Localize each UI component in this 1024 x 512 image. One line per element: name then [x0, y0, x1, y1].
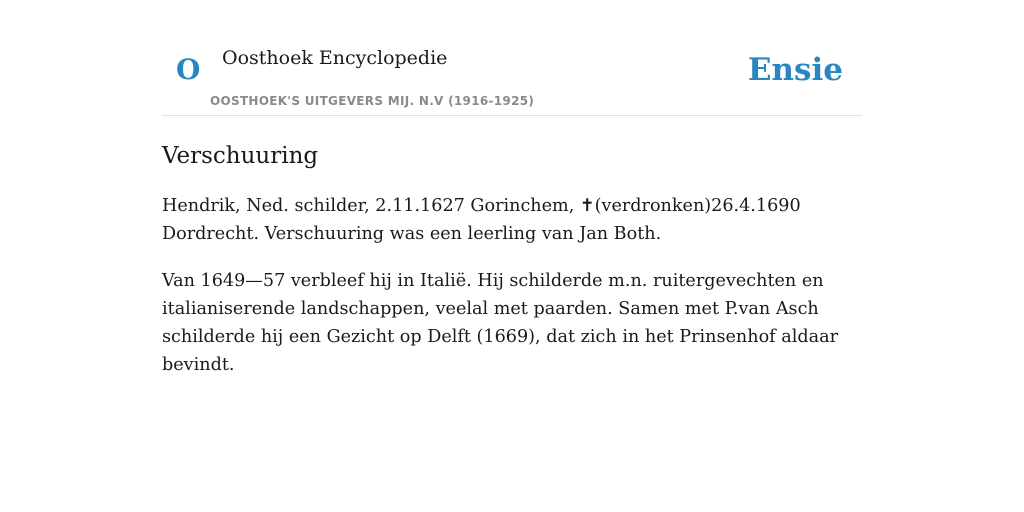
article-paragraph: Van 1649—57 verbleef hij in Italië. Hij schilderde m.n. ruitergevechten en italianiserende landschappen, veelal met paarden. Samen met P.van Asch schilderde hij een Gezicht op Delft (1669), dat zich in het Prinsenhof aldaar bevindt. [162, 271, 839, 375]
source-logo[interactable]: O [176, 53, 201, 86]
ensie-logo-link[interactable]: Ensie [747, 52, 843, 88]
article-paragraph: Hendrik, Ned. schilder, 2.11.1627 Gorinchem, ✝(verdronken)26.4.1690 Dordrecht. Verschuuring was een leerling van Jan Both. [162, 196, 801, 244]
source-title-link[interactable]: Oosthoek Encyclopedie [222, 47, 448, 69]
publisher-label: OOSTHOEK'S UITGEVERS MIJ. N.V (1916-1925) [210, 94, 535, 108]
article-title: Verschuuring [162, 143, 319, 169]
page-container [162, 0, 862, 379]
source-header [162, 0, 862, 116]
